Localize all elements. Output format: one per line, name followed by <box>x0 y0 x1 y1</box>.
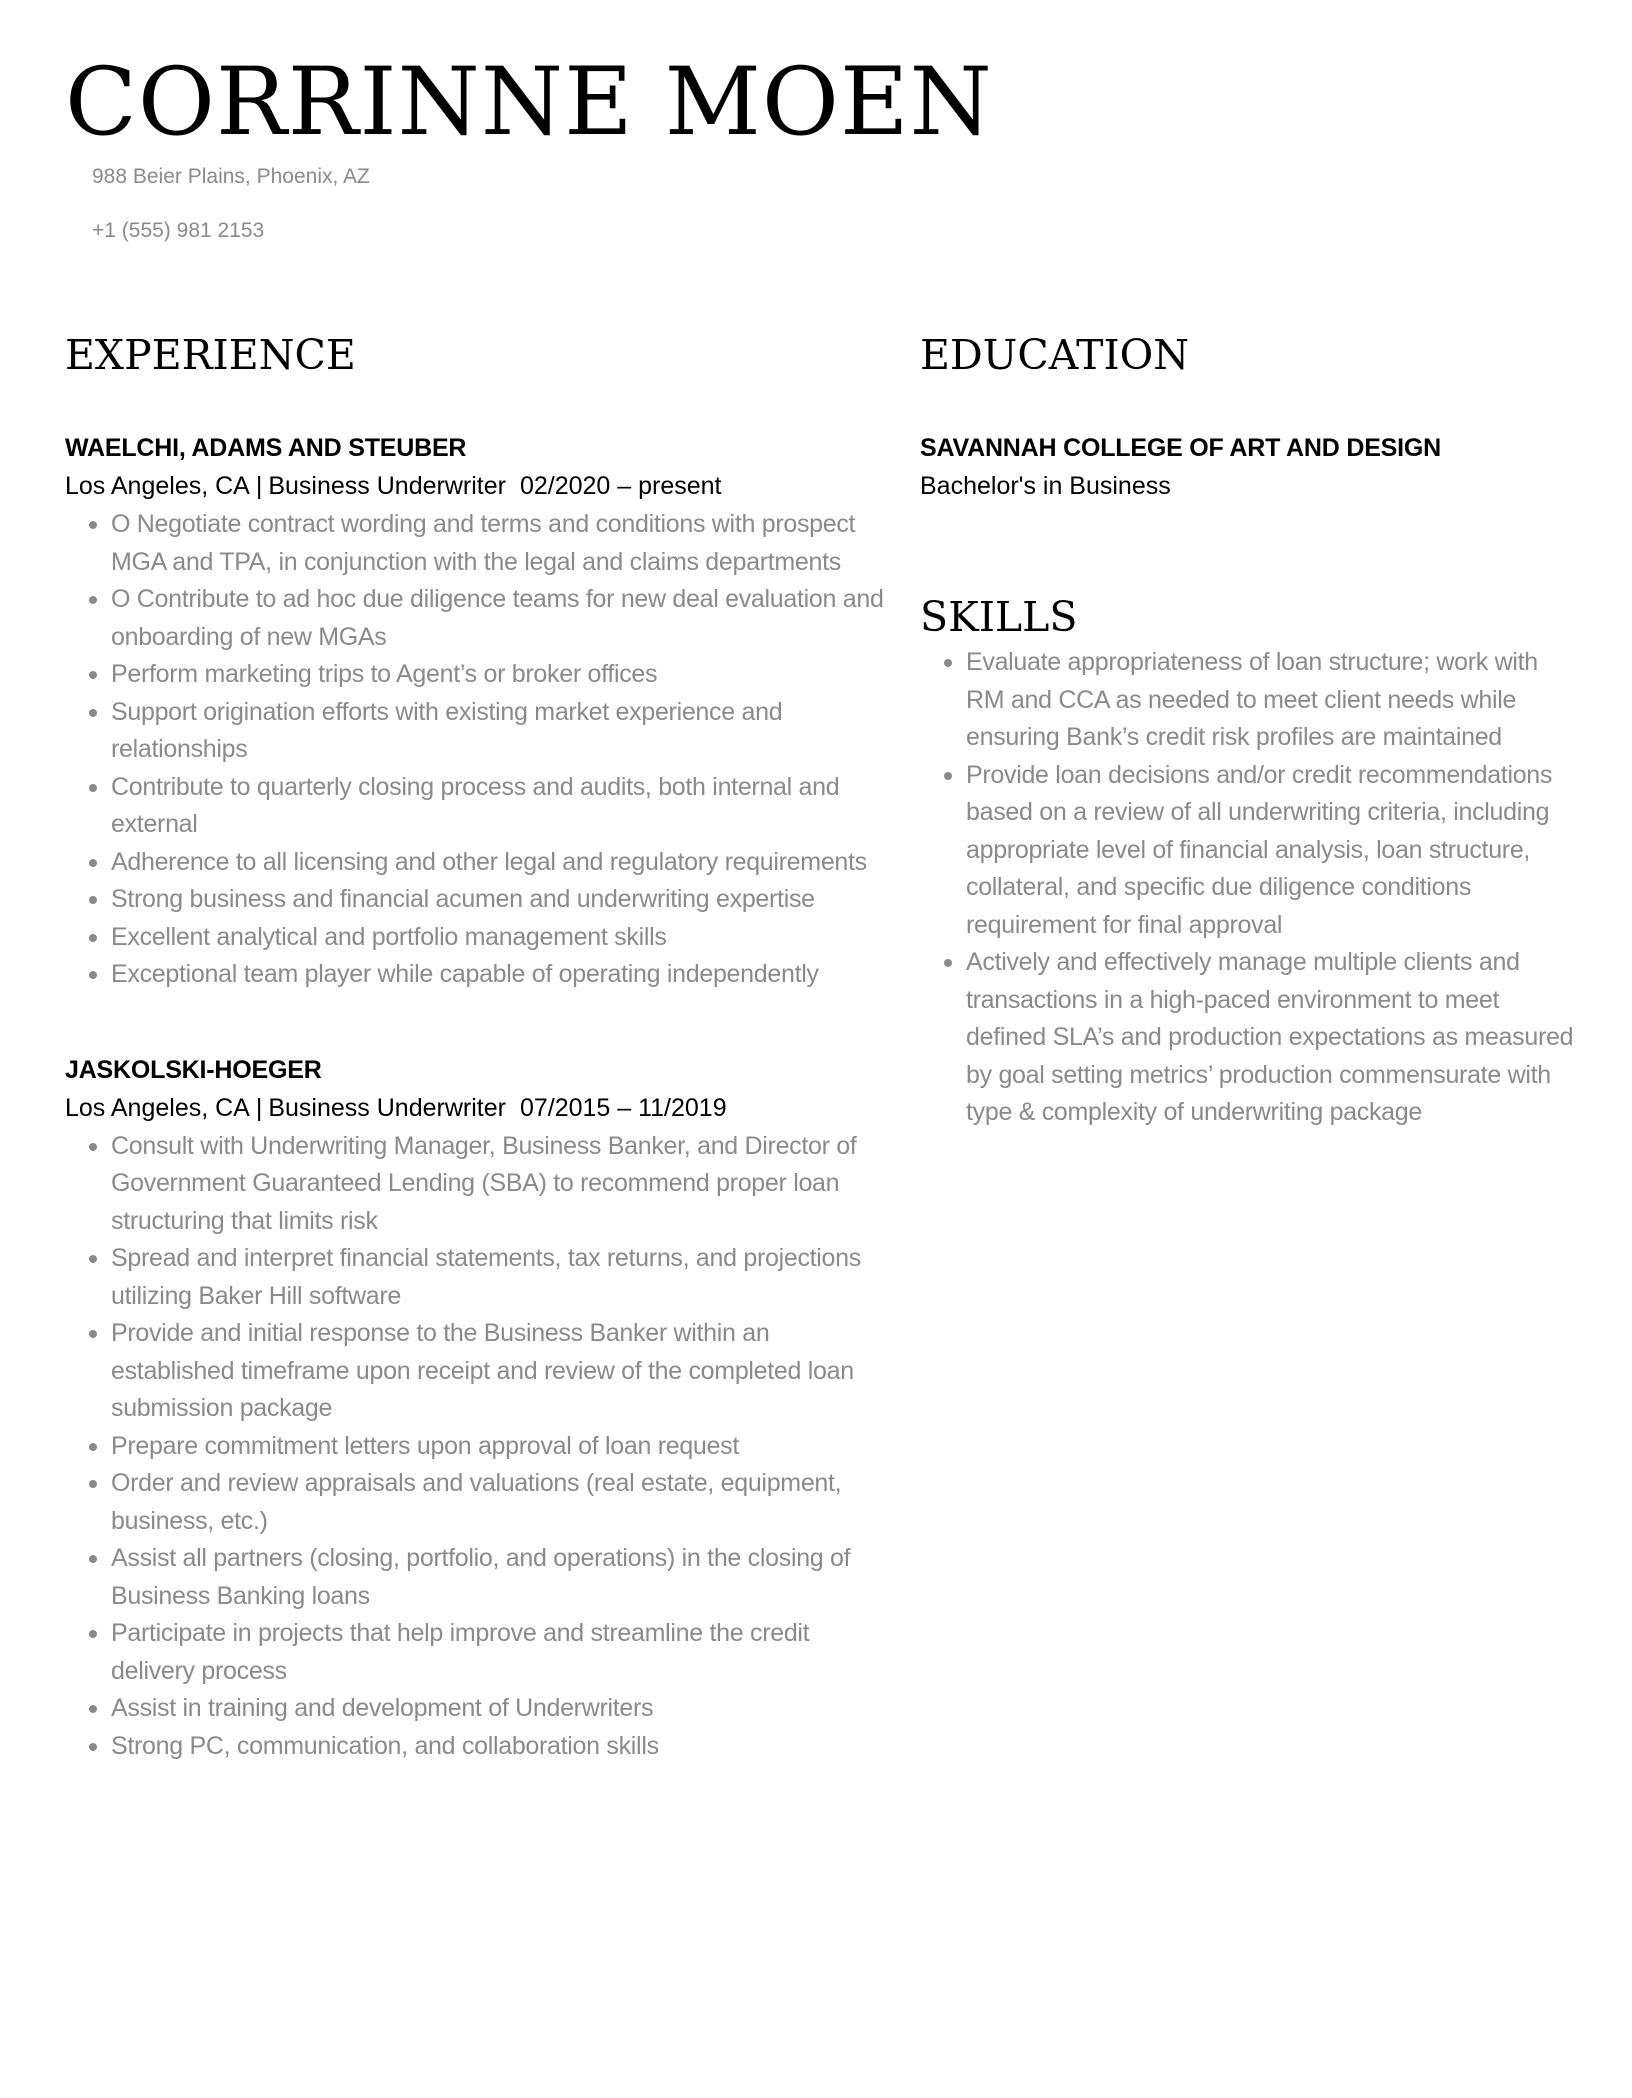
education-entry <box>920 430 1580 506</box>
job-location: Los Angeles, CA <box>65 1093 250 1122</box>
company-name: JASKOLSKI-HOEGER <box>65 1055 322 1084</box>
list-item: Participate in projects that help improve and streamline the credit delivery process <box>111 1615 885 1690</box>
job-bullets <box>65 1128 885 1766</box>
list-item: Support origination efforts with existing market experience and relationships <box>111 694 885 769</box>
list-item: Spread and interpret financial statements, tax returns, and projections utilizing Baker Hill software <box>111 1240 885 1315</box>
list-item: Adherence to all licensing and other legal and regulatory requirements <box>111 844 885 882</box>
address: 988 Beier Plains, Phoenix, AZ <box>92 165 370 188</box>
job-dates: 02/2020 – present <box>519 472 722 500</box>
list-item: Contribute to quarterly closing process and audits, both internal and external <box>111 769 885 844</box>
job-entry <box>65 430 885 994</box>
list-item: Prepare commitment letters upon approval of loan request <box>111 1428 885 1466</box>
job-entry <box>65 1052 885 1766</box>
list-item: Provide loan decisions and/or credit recommendations based on a review of all underwriting criteria, including appropriate level of financial analysis, loan structure, collateral, and specific due diligence conditions requirement for final approval <box>966 757 1580 945</box>
job-location: Los Angeles, CA <box>65 472 250 500</box>
job-meta <box>65 466 885 506</box>
list-item: Order and review appraisals and valuations (real estate, equipment, business, etc.) <box>111 1465 885 1540</box>
job-role: Business Underwriter <box>268 1093 506 1122</box>
list-item: Actively and effectively manage multiple clients and transactions in a high-paced environment to meet defined SLA’s and production expectations as measured by goal setting metrics’ production commensurate with type & complexity of underwriting package <box>966 944 1580 1132</box>
list-item: O Negotiate contract wording and terms and conditions with prospect MGA and TPA, in conjunction with the legal and claims departments <box>111 506 885 581</box>
job-dates: 07/2015 – 11/2019 <box>519 1093 727 1122</box>
list-item: Assist all partners (closing, portfolio, and operations) in the closing of Business Banking loans <box>111 1540 885 1615</box>
candidate-name: CORRINNE MOEN <box>65 48 993 157</box>
meta-separator: | <box>255 472 263 500</box>
phone-number: +1 (555) 981 2153 <box>92 219 265 242</box>
job-bullets <box>65 506 885 994</box>
company-name: WAELCHI, ADAMS AND STEUBER <box>65 434 467 462</box>
school-name: SAVANNAH COLLEGE OF ART AND DESIGN <box>920 434 1441 462</box>
right-column <box>920 328 1580 1132</box>
list-item: Consult with Underwriting Manager, Business Banker, and Director of Government Guaranteed Lending (SBA) to recommend proper loan structuring that limits risk <box>111 1128 885 1241</box>
list-item: Evaluate appropriateness of loan structure; work with RM and CCA as needed to meet client needs while ensuring Bank’s credit risk profiles are maintained <box>966 644 1580 757</box>
list-item: Assist in training and development of Underwriters <box>111 1690 885 1728</box>
list-item: Excellent analytical and portfolio management skills <box>111 919 885 957</box>
list-item: Provide and initial response to the Business Banker within an established timeframe upon receipt and review of the completed loan submission package <box>111 1315 885 1428</box>
contact-info <box>92 160 370 248</box>
meta-separator: | <box>255 1093 263 1122</box>
list-item: Strong business and financial acumen and underwriting expertise <box>111 881 885 919</box>
list-item: Exceptional team player while capable of operating independently <box>111 956 885 994</box>
skills-list <box>920 644 1580 1132</box>
list-item: O Contribute to ad hoc due diligence teams for new deal evaluation and onboarding of new MGAs <box>111 581 885 656</box>
job-meta <box>65 1088 885 1128</box>
degree: Bachelor's in Business <box>920 472 1171 500</box>
list-item: Perform marketing trips to Agent’s or broker offices <box>111 656 885 694</box>
education-heading: EDUCATION <box>920 331 1190 379</box>
job-role: Business Underwriter <box>268 472 506 500</box>
experience-heading: EXPERIENCE <box>65 331 356 379</box>
skills-heading: SKILLS <box>920 593 1078 641</box>
list-item: Strong PC, communication, and collaboration skills <box>111 1728 885 1766</box>
experience-section <box>65 328 885 1765</box>
